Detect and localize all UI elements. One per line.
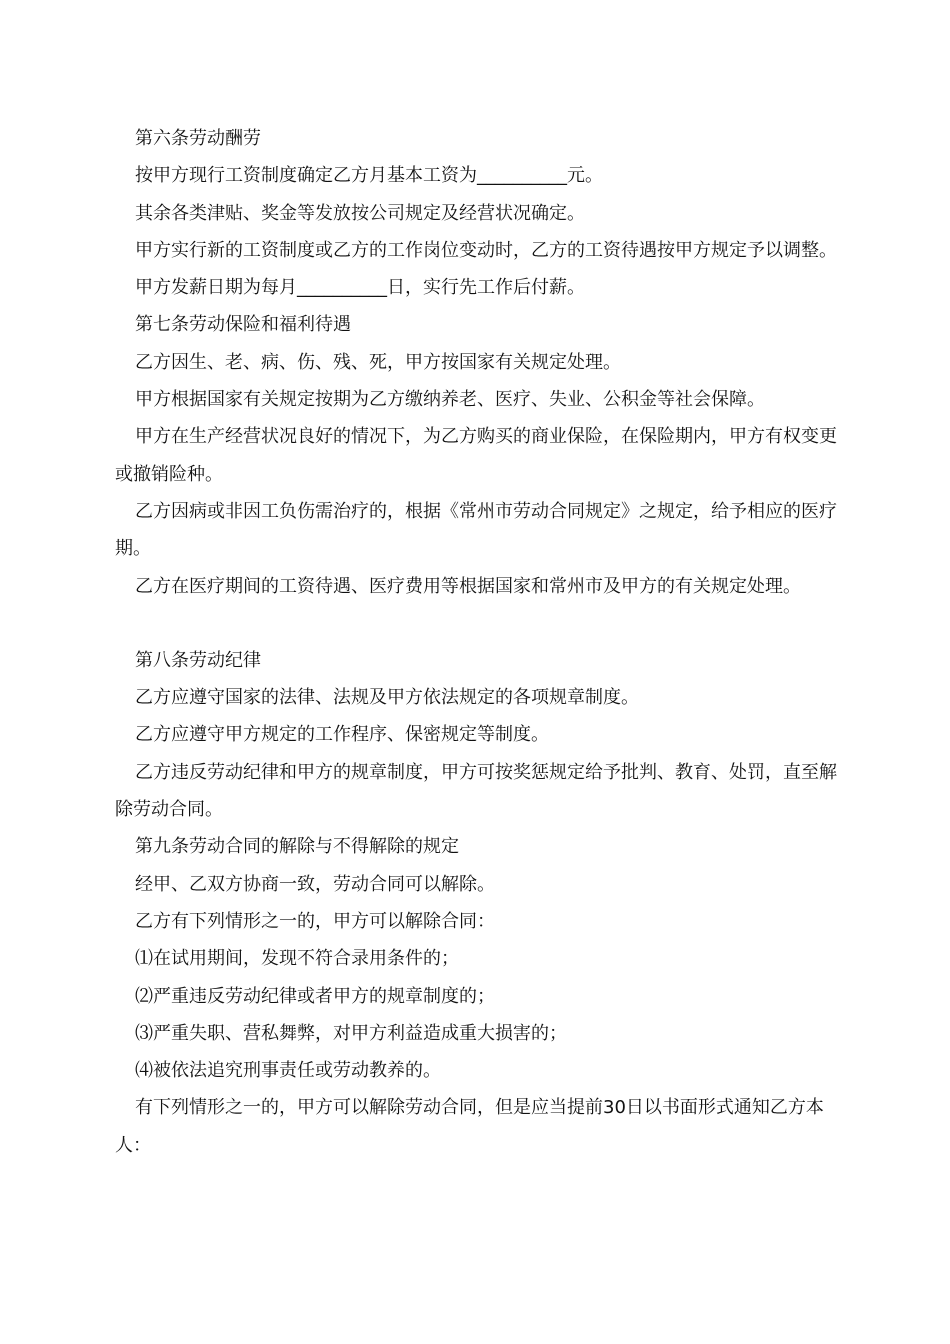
article-7-heading: 第七条劳动保险和福利待遇 bbox=[135, 314, 351, 336]
list-item: ⑴在试用期间，发现不符合录用条件的； bbox=[135, 948, 459, 970]
paragraph: 乙方因病或非因工负伤需治疗的，根据《常州市劳动合同规定》之规定，给予相应的医疗期。 bbox=[115, 500, 837, 560]
paragraph: 乙方应遵守甲方规定的工作程序、保密规定等制度。 bbox=[135, 724, 549, 746]
paragraph: 有下列情形之一的，甲方可以解除劳动合同，但是应当提前30日以书面形式通知乙方本人： bbox=[115, 1097, 824, 1156]
paragraph: 乙方有下列情形之一的，甲方可以解除合同： bbox=[135, 910, 495, 932]
article-9-heading: 第九条劳动合同的解除与不得解除的规定 bbox=[135, 836, 459, 858]
blank-line bbox=[115, 605, 837, 642]
paragraph: 乙方违反劳动纪律和甲方的规章制度，甲方可按奖惩规定给予批判、教育、处罚，直至解除劳动合同。 bbox=[115, 761, 837, 821]
paragraph: 甲方实行新的工资制度或乙方的工作岗位变动时，乙方的工资待遇按甲方规定予以调整。 bbox=[135, 239, 837, 261]
paragraph: 乙方因生、老、病、伤、残、死，甲方按国家有关规定处理。 bbox=[135, 351, 621, 373]
paragraph: 甲方在生产经营状况良好的情况下，为乙方购买的商业保险，在保险期内，甲方有权变更或撤销险种。 bbox=[115, 426, 837, 485]
paragraph: 其余各类津贴、奖金等发放按公司规定及经营状况确定。 bbox=[135, 202, 585, 224]
list-item: ⑵严重违反劳动纪律或者甲方的规章制度的； bbox=[135, 985, 495, 1007]
list-item: ⑶严重失职、营私舞弊，对甲方利益造成重大损害的； bbox=[135, 1022, 567, 1044]
paragraph: 经甲、乙双方协商一致，劳动合同可以解除。 bbox=[135, 873, 495, 895]
paragraph: 甲方根据国家有关规定按期为乙方缴纳养老、医疗、失业、公积金等社会保障。 bbox=[135, 389, 765, 411]
paragraph: 乙方应遵守国家的法律、法规及甲方依法规定的各项规章制度。 bbox=[135, 687, 639, 709]
article-8-heading: 第八条劳动纪律 bbox=[135, 649, 261, 671]
paragraph: 按甲方现行工资制度确定乙方月基本工资为__________元。 bbox=[135, 165, 603, 187]
list-item: ⑷被依法追究刑事责任或劳动教养的。 bbox=[135, 1060, 441, 1082]
document-body bbox=[115, 120, 837, 1164]
article-6-heading: 第六条劳动酬劳 bbox=[135, 128, 261, 149]
paragraph: 乙方在医疗期间的工资待遇、医疗费用等根据国家和常州市及甲方的有关规定处理。 bbox=[135, 575, 801, 597]
paragraph: 甲方发薪日期为每月__________日，实行先工作后付薪。 bbox=[135, 277, 585, 299]
